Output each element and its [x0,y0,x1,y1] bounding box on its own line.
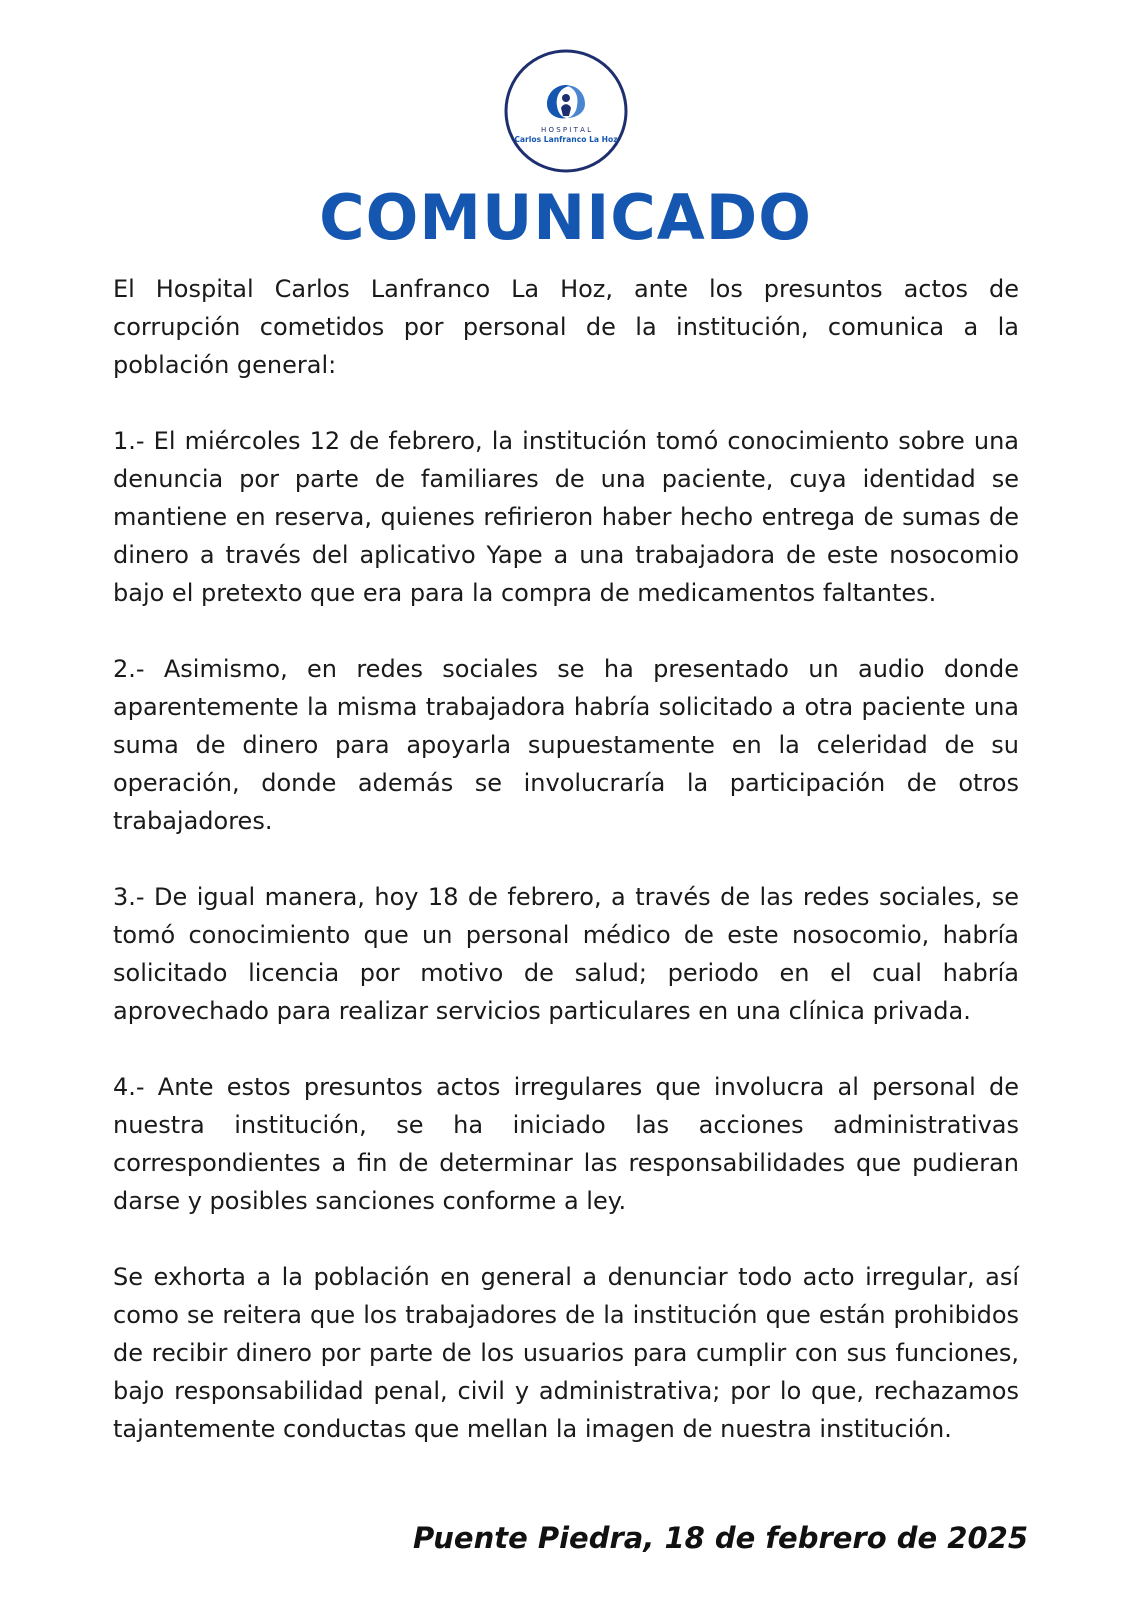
document-body [113,270,1019,1448]
logo-line-2: Carlos Lanfranco La Hoz [514,135,618,144]
hospital-logo [503,48,629,174]
point-3-paragraph: 3.- De igual manera, hoy 18 de febrero, a través de las redes sociales, se tomó conocimiento que un personal médico de este nosocomio, habría solicitado licencia por motivo de salud; periodo en el cual habría aprovechado para realizar servicios particulares en una clínica privada. [113,883,1019,1025]
point-4-paragraph: 4.- Ante estos presuntos actos irregulares que involucra al personal de nuestra institución, se ha iniciado las acciones administrativas correspondientes a fin de determinar las responsabilidades que pudieran darse y posibles sanciones conforme a ley. [113,1073,1019,1215]
point-2-paragraph: 2.- Asimismo, en redes sociales se ha presentado un audio donde aparentemente la misma trabajadora habría solicitado a otra paciente una suma de dinero para apoyarla supuestamente en la celeridad de su operación, donde además se involucraría la participación de otros trabajadores. [113,655,1019,835]
place-date: Puente Piedra, 18 de febrero de 2025 [413,1521,1028,1555]
page-title: COMUNICADO [319,181,812,254]
intro-paragraph: El Hospital Carlos Lanfranco La Hoz, ante los presuntos actos de corrupción cometidos por personal de la institución, comunica a la población general: [113,275,1019,379]
closing-paragraph: Se exhorta a la población en general a denunciar todo acto irregular, así como se reitera que los trabajadores de la institución que están prohibidos de recibir dinero por parte de los usuarios para cumplir con sus funciones, bajo responsabilidad penal, civil y administrativa; por lo que, rechazamos tajantemente conductas que mellan la imagen de nuestra institución. [113,1263,1019,1443]
logo-line-1: H O S P I T A L [540,126,592,134]
point-1-paragraph: 1.- El miércoles 12 de febrero, la institución tomó conocimiento sobre una denuncia por parte de familiares de una paciente, cuya identidad se mantiene en reserva, quienes refirieron haber hecho entrega de sumas de dinero a través del aplicativo Yape a una trabajadora de este nosocomio bajo el pretexto que era para la compra de medicamentos faltantes. [113,427,1019,607]
hospital-seal-icon [503,48,629,174]
